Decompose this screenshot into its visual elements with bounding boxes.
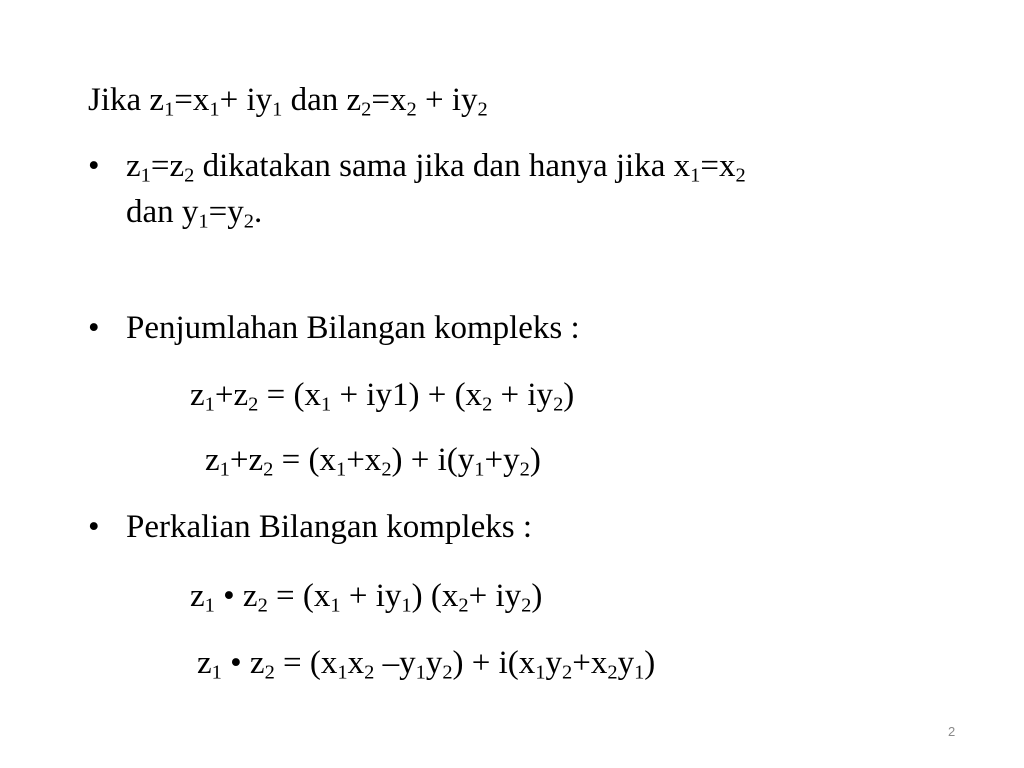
- subscript: 1: [164, 98, 175, 121]
- text: = (x: [267, 578, 331, 614]
- multiplication-heading: Perkalian Bilangan kompleks :: [126, 509, 533, 545]
- addition-equation-1: [190, 375, 574, 415]
- text: =x: [700, 148, 736, 184]
- subscript: 1: [198, 210, 209, 233]
- subscript: 1: [634, 661, 645, 684]
- subscript: 2: [458, 594, 469, 617]
- text: +z: [229, 442, 264, 478]
- subscript: 2: [263, 458, 274, 481]
- subscript: 2: [519, 458, 530, 481]
- subscript: 1: [535, 661, 546, 684]
- page-number: 2: [948, 724, 956, 739]
- subscript: 1: [209, 98, 220, 121]
- subscript: 1: [204, 594, 215, 617]
- text: ) (x: [411, 578, 459, 614]
- text: + iy: [219, 82, 273, 118]
- text: y: [545, 645, 563, 681]
- subscript: 2: [735, 164, 746, 187]
- subscript: 2: [264, 661, 275, 684]
- text: = (x: [273, 442, 336, 478]
- subscript: 2: [243, 210, 254, 233]
- bullet-icon: •: [88, 509, 100, 545]
- subscript: 1: [219, 458, 230, 481]
- addition-equation-2: [205, 440, 541, 480]
- subscript: 2: [482, 393, 493, 416]
- subscript: 1: [337, 661, 348, 684]
- text: z: [190, 578, 205, 614]
- text: + iy: [492, 377, 554, 413]
- text: ) + i(x: [452, 645, 536, 681]
- text: ): [529, 442, 541, 478]
- text: • z: [221, 645, 265, 681]
- text: +z: [214, 377, 249, 413]
- subscript: 1: [415, 661, 426, 684]
- multiplication-equation-1: [190, 576, 542, 616]
- text: ) + i(y: [391, 442, 475, 478]
- text: –y: [374, 645, 416, 681]
- subscript: 2: [521, 594, 532, 617]
- subscript: 1: [335, 458, 347, 481]
- equality-line-1: [126, 146, 746, 186]
- text: +y: [484, 442, 520, 478]
- text: dan y: [126, 194, 199, 230]
- text: + iy: [340, 578, 402, 614]
- bullet-icon: •: [88, 310, 100, 346]
- subscript: 2: [248, 393, 259, 416]
- subscript: 2: [607, 661, 618, 684]
- intro-line: [88, 80, 488, 120]
- text: z: [126, 148, 141, 184]
- text: dikatakan sama jika dan hanya jika x: [194, 148, 691, 184]
- subscript: 1: [330, 594, 341, 617]
- text: + iy: [416, 82, 478, 118]
- text: z: [205, 442, 220, 478]
- text: • z: [214, 578, 258, 614]
- subscript: 1: [320, 393, 332, 416]
- subscript: 2: [381, 458, 392, 481]
- subscript: 2: [406, 98, 417, 121]
- subscript: 1: [690, 164, 701, 187]
- text: =x: [371, 82, 407, 118]
- text: z: [190, 377, 205, 413]
- text: +x: [572, 645, 608, 681]
- addition-heading: Penjumlahan Bilangan kompleks :: [126, 310, 580, 346]
- text: y: [617, 645, 635, 681]
- text: =z: [150, 148, 185, 184]
- subscript: 2: [442, 661, 453, 684]
- subscript: 2: [562, 661, 573, 684]
- subscript: 1: [211, 661, 222, 684]
- text: = (x: [274, 645, 338, 681]
- subscript: 1: [140, 164, 151, 187]
- bullet-icon: •: [88, 148, 100, 184]
- equality-line-2: [126, 192, 262, 232]
- subscript: 1: [474, 458, 485, 481]
- text: =y: [208, 194, 244, 230]
- text: = (x: [258, 377, 321, 413]
- text: dan z: [282, 82, 362, 118]
- text: y: [425, 645, 443, 681]
- text: ): [563, 377, 575, 413]
- subscript: 2: [257, 594, 268, 617]
- subscript: 2: [361, 98, 372, 121]
- text: x: [347, 645, 365, 681]
- text: =x: [174, 82, 210, 118]
- multiplication-equation-2: [197, 643, 655, 683]
- text: + iy: [468, 578, 522, 614]
- text: ): [531, 578, 543, 614]
- text: + iy1) + (x: [331, 377, 483, 413]
- subscript: 1: [401, 594, 412, 617]
- subscript: 1: [272, 98, 283, 121]
- subscript: 2: [364, 661, 375, 684]
- text: +x: [346, 442, 382, 478]
- text: z: [197, 645, 212, 681]
- subscript: 2: [553, 393, 564, 416]
- subscript: 2: [184, 164, 195, 187]
- text: Jika z: [88, 82, 165, 118]
- subscript: 1: [204, 393, 215, 416]
- subscript: 2: [477, 98, 488, 121]
- text: .: [253, 194, 263, 230]
- text: ): [644, 645, 656, 681]
